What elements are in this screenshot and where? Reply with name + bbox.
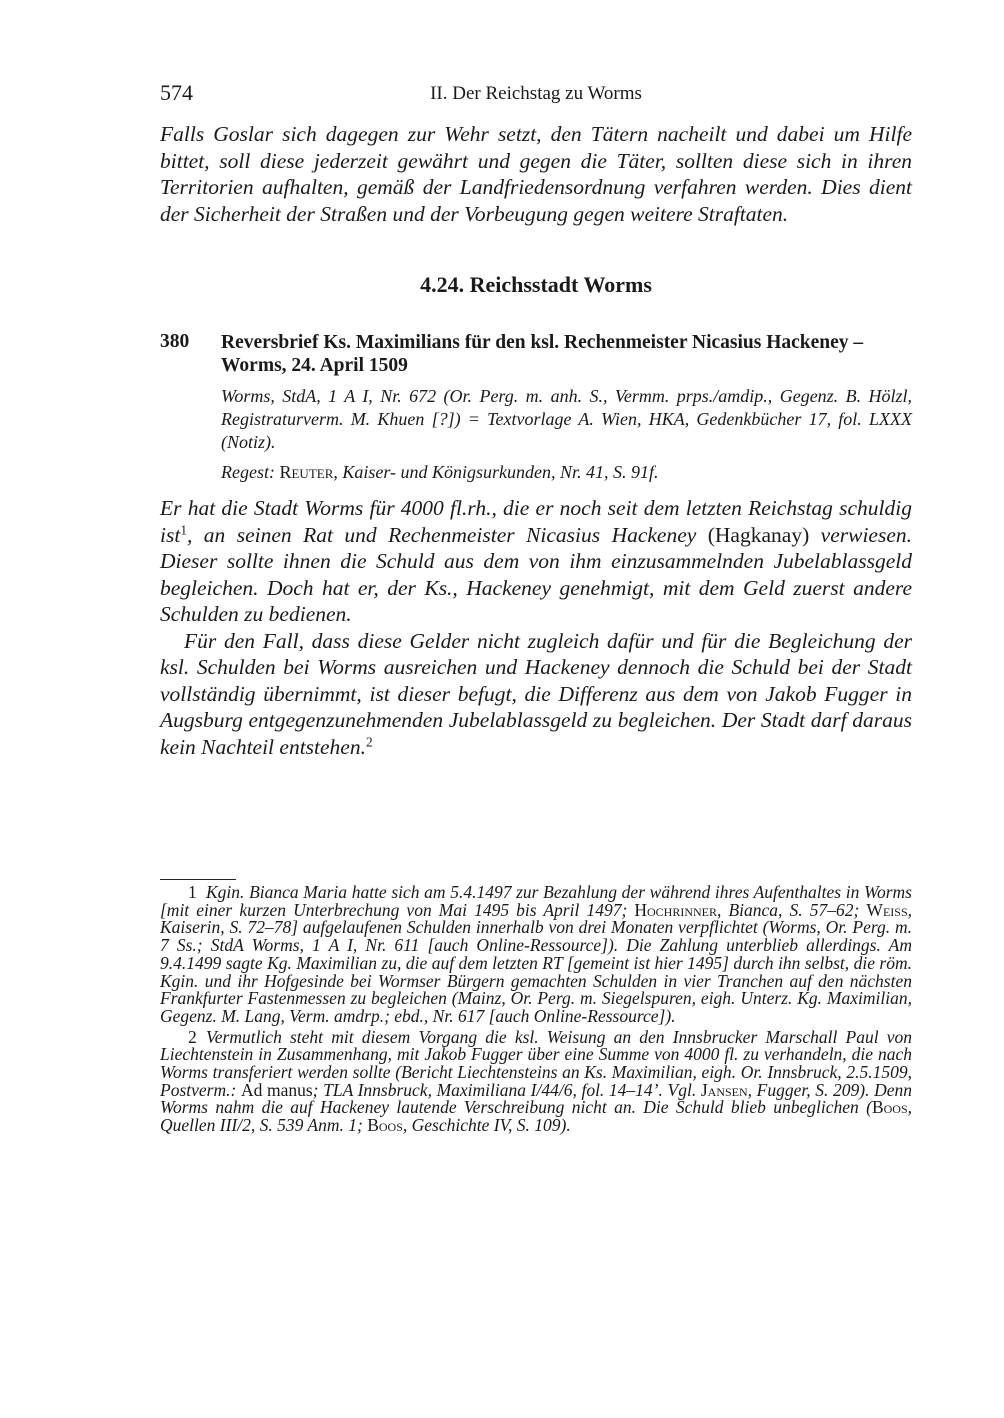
regest-author: Reuter (279, 462, 334, 482)
footnote-text: , Kaiserin, S. 72–78] aufgelaufenen Schulden innerhalb von drei Monaten verpflichtet (Worms, Or. Perg. m. 7 Ss.; StdA Worms, 1 A I, Nr. 611 [auch Online-Ressource]). Die Zahlung unterblieb allerdings. Am 9.4.1499 sagte Kg. Maximilian zu, die auf dem letzten RT [gemeint ist hier 1495] durch ihn selbst, die röm. Kgin. und ihr Hofgesinde bei Wormser Bürgern gemachten Schulden in vier Tranchen auf den nächsten Frankfurter Fastenmessen zu begleichen (Mainz, Or. Perg. m. Siegelspuren, eigh. Unterz. Kg. Maximilian, Gegenz. M. Lang, Verm. amdrp.; ebd., Nr. 617 [auch Online-Ressource]). (160, 899, 912, 1026)
footnote-2 (160, 1026, 912, 1136)
regest-reference: , Kaiser- und Königsurkunden, Nr. 41, S. 91f. (333, 462, 659, 482)
footnote-number: 2 (188, 1026, 197, 1047)
intro-paragraph: Falls Goslar sich dagegen zur Wehr setzt, den Tätern nacheilt und dabei um Hilfe bittet, soll diese jederzeit gewährt und gegen die Täter, sollten diese sich in ihren Territorien aufhalten, gemäß der Landfriedensordnung verfahren werden. Dies dient der Sicherheit der Straßen und der Vorbeugung gegen weitere Straftaten. (160, 122, 912, 226)
footnote-ref-1[interactable]: 1 (180, 522, 187, 538)
body-paragraph-1 (160, 495, 912, 628)
footnote-number: 1 (188, 882, 197, 902)
body-paragraph-2 (160, 628, 912, 761)
footnote-text: Kgin. Bianca Maria hatte sich am 5.4.1497 zur Bezahlung der während ihres Aufenthaltes in Worms [mit einer kurzen Unterbrechung von Mai 1495 bis April 1497; (160, 882, 912, 920)
body-text: Er hat die Stadt Worms für 4000 fl.rh., die er noch seit dem letzten Reichstag schuldig ist (160, 496, 912, 547)
footnote-text: , Fugger, S. 209). Denn Worms nahm die auf Hackeney lautende Verschreibung nicht an. Die Schuld blieb unbeglichen ( (160, 1079, 912, 1118)
footnote-quote: Ad manus (240, 1079, 313, 1100)
document-source: Worms, StdA, 1 A I, Nr. 672 (Or. Perg. m. anh. S., Vermm. prps./amdip., Gegenz. B. Hölzl, Registraturverm. M. Khuen [?]) = Textvorlage A. Wien, HKA, Gedenkbücher 17, fol. LXXX (Notiz). (221, 386, 912, 452)
footnote-text: , Bianca, S. 57–62; (717, 899, 867, 920)
footnote-text: , Geschichte IV, S. 109). (402, 1115, 571, 1136)
footnote-separator (160, 879, 236, 880)
body-variant-name: (Hagkanay) (707, 522, 810, 547)
body-text: , an seinen Rat und Rechenmeister Nicasius Hackeney (187, 522, 708, 547)
page-number: 574 (160, 80, 193, 105)
footnote-author: Hochrinner (634, 899, 718, 920)
document-regest (221, 462, 912, 483)
body-text: Für den Fall, dass diese Gelder nicht zugleich dafür und für die Begleichung der ksl. Schulden bei Worms ausreichen und Hackeney dennoch die Schuld bei der Stadt vollständig übernimmt, ist dieser befugt, die Differenz aus dem von Jakob Fugger in Augsburg entgegenzunehmenden Jubelablassgeld zu begleichen. Der Stadt darf daraus kein Nachteil entstehen. (160, 628, 912, 759)
footnote-text: ; TLA Innsbruck, Maximiliana I/44/6, fol. 14–14’. Vgl. (312, 1079, 701, 1100)
regest-label: Regest: (221, 462, 275, 482)
document-body (160, 495, 912, 760)
footnote-text: , Quellen III/2, S. 539 Anm. 1; (160, 1097, 912, 1136)
running-head: II. Der Reichstag zu Worms (430, 83, 642, 104)
footnote-author: Jansen (700, 1079, 748, 1100)
page-header (160, 80, 912, 108)
body-text: verwiesen. Dieser sollte ihnen die Schuld aus dem von ihm einzusammelnden Jubelablassgeld begleichen. Doch hat er, der Ks., Hackeney genehmigt, mit dem Geld zuerst andere Schulden zu bedienen. (160, 522, 913, 626)
footnote-text: Vermutlich steht mit diesem Vorgang die ksl. Weisung an den Innsbrucker Marschall Paul von Liechtenstein in Zusammenhang, mit Jakob Fugger über eine Summe von 4000 fl. zu verhandeln, die nach Worms transferiert werden sollte (Bericht Liechtensteins an Ks. Maximilian, eigh. Or. Innsbruck, 2.5.1509, Postverm.: (160, 1026, 912, 1100)
footnote-1 (160, 884, 912, 1026)
footnotes (160, 884, 912, 1138)
footnote-author: Boos (871, 1097, 908, 1118)
section-title: 4.24. Reichsstadt Worms (420, 272, 652, 297)
footnote-author: Boos (367, 1115, 403, 1136)
document-number: 380 (160, 331, 190, 352)
footnote-ref-2[interactable]: 2 (365, 734, 373, 750)
footnote-author: Weiss (866, 899, 908, 920)
document-title: Reversbrief Ks. Maximilians für den ksl. Rechenmeister Nicasius Hackeney – Worms, 24. April 1509 (221, 332, 864, 376)
